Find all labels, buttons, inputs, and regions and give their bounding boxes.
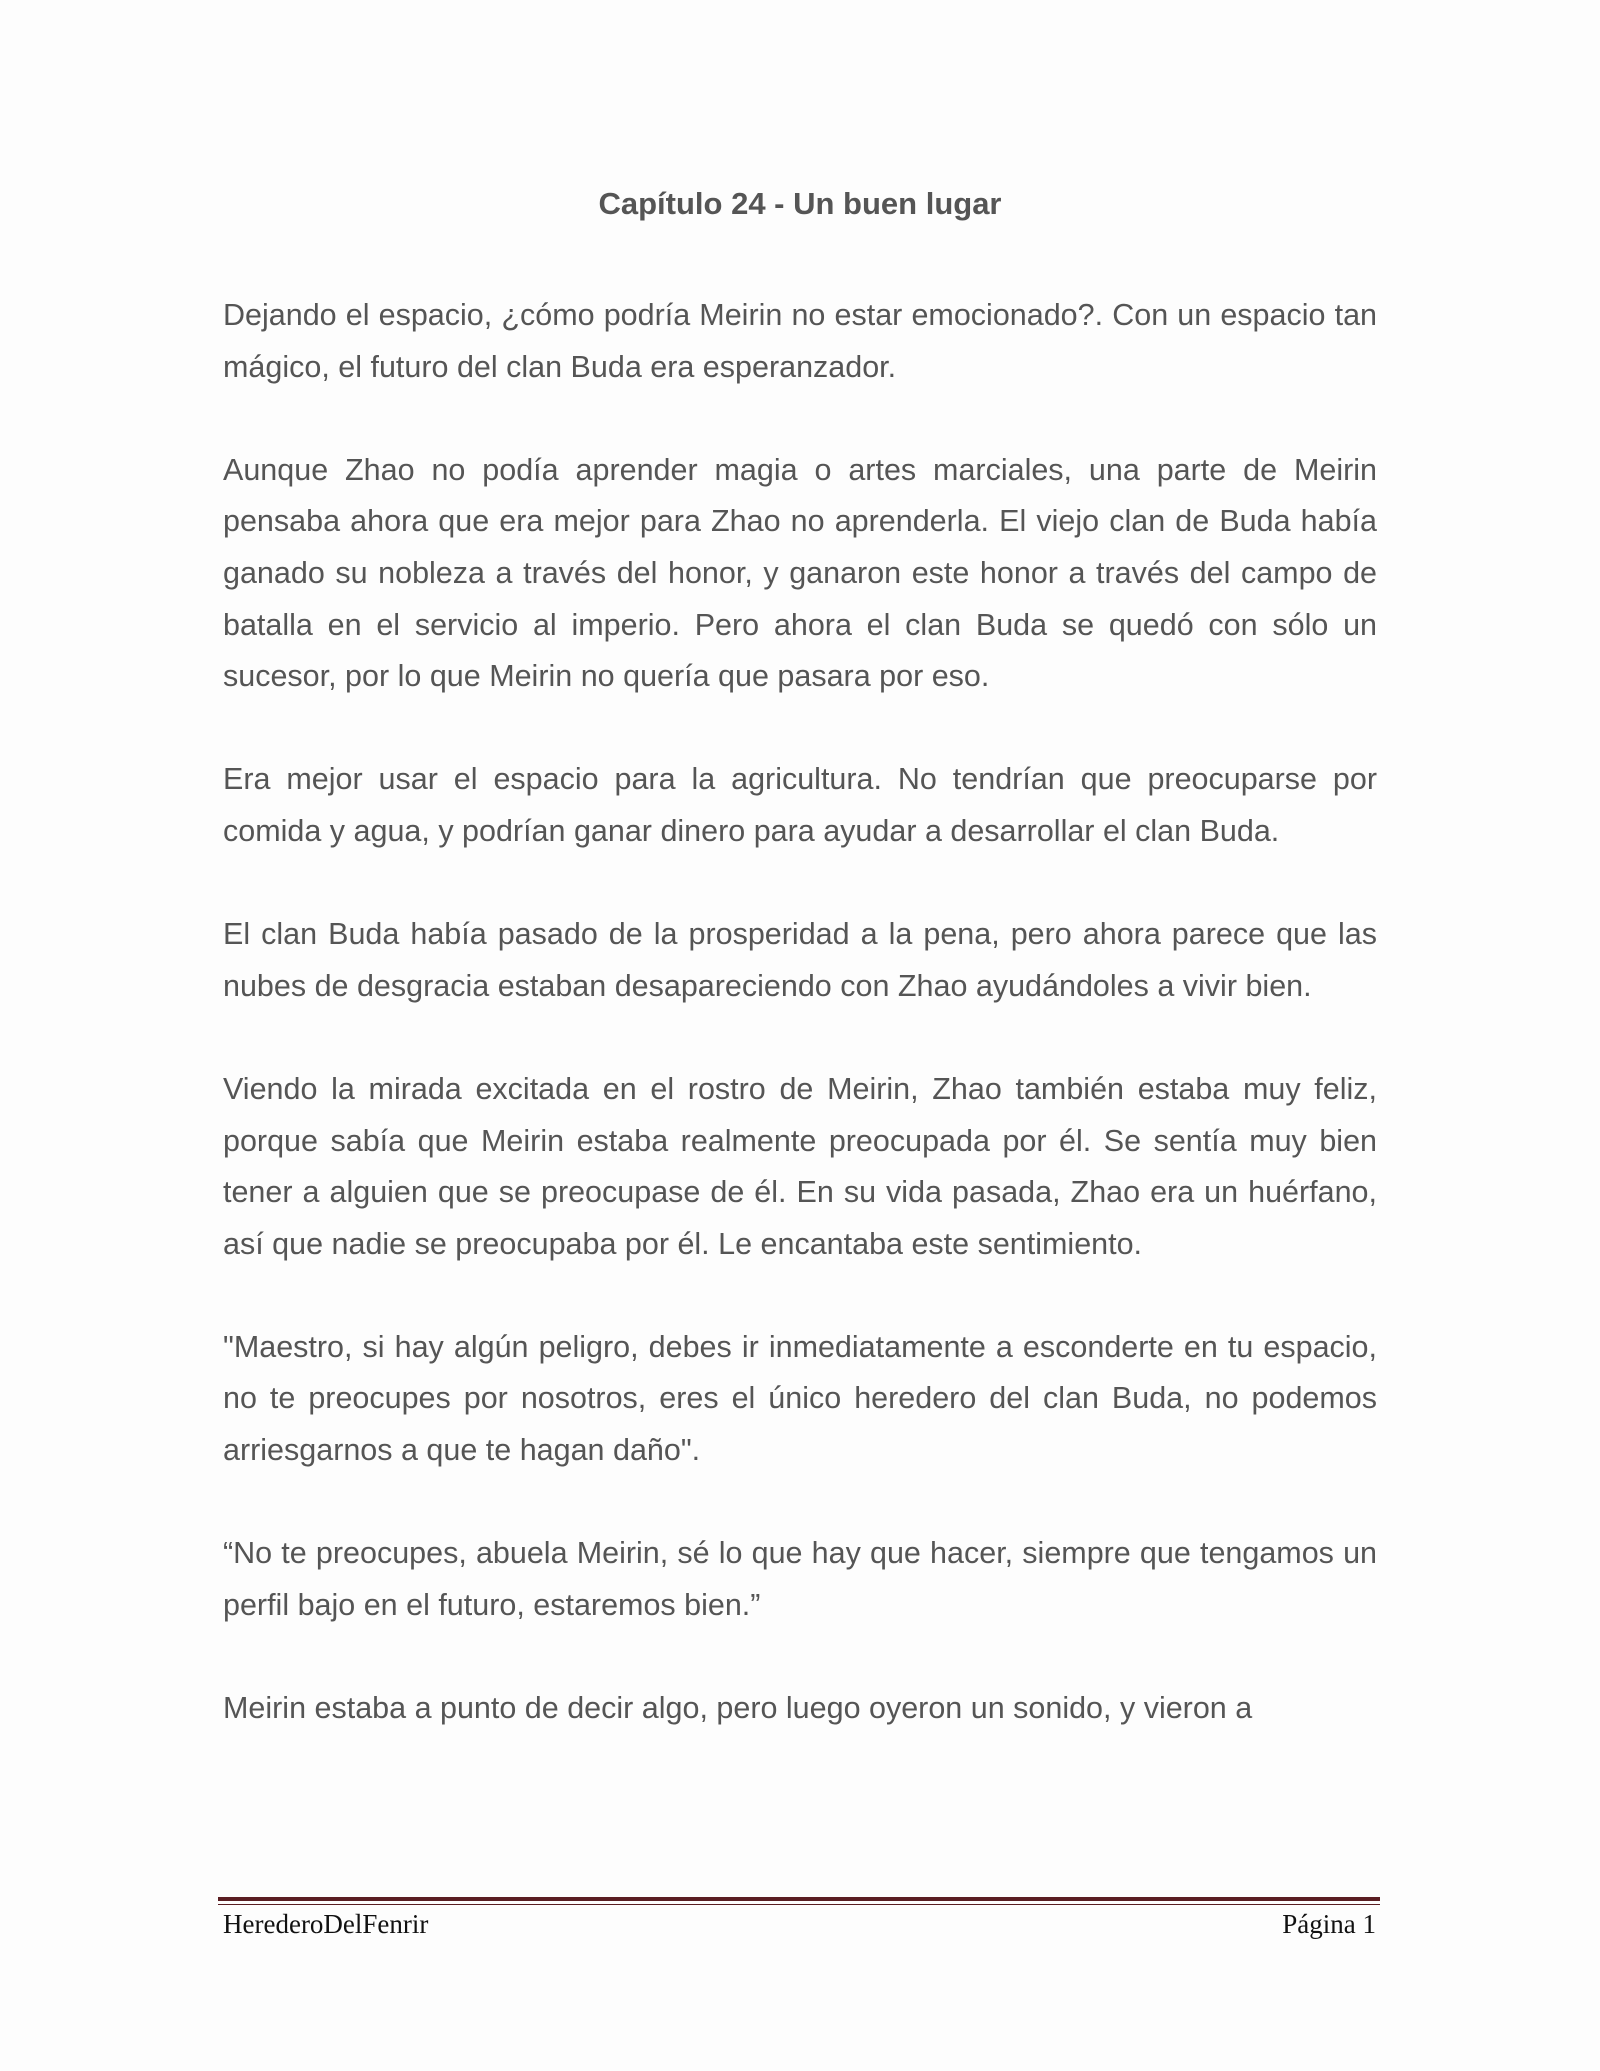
paragraph-2: Aunque Zhao no podía aprender magia o artes marciales, una parte de Meirin pensaba ahora que era mejor para Zhao no aprenderla. El viejo clan de Buda había ganado su nobleza a través del honor, y ganaron este honor a través del campo de batalla en el servicio al imperio. Pero ahora el clan Buda se quedó con sólo un sucesor, por lo que Meirin no quería que pasara por eso. — [223, 452, 1377, 694]
paragraph-1: Dejando el espacio, ¿cómo podría Meirin no estar emocionado?. Con un espacio tan mágico, el futuro del clan Buda era esperanzador. — [223, 298, 1377, 384]
footer-divider-thin — [218, 1904, 1380, 1905]
footer-author: HerederoDelFenrir — [223, 1909, 429, 1939]
chapter-title: Capítulo 24 - Un buen lugar — [598, 186, 1002, 221]
chapter-body — [223, 290, 1377, 1786]
paragraph-8: Meirin estaba a punto de decir algo, pero luego oyeron un sonido, y vieron a — [223, 1691, 1253, 1726]
paragraph-5: Viendo la mirada excitada en el rostro de Meirin, Zhao también estaba muy feliz, porque sabía que Meirin estaba realmente preocupada por él. Se sentía muy bien tener a alguien que se preocupase de él. En su vida pasada, Zhao era un huérfano, así que nadie se preocupaba por él. Le encantaba este sentimiento. — [223, 1071, 1377, 1261]
paragraph-4: El clan Buda había pasado de la prosperidad a la pena, pero ahora parece que las nubes de desgracia estaban desapareciendo con Zhao ayudándoles a vivir bien. — [223, 917, 1377, 1003]
footer-divider — [218, 1897, 1380, 1901]
paragraph-7: “No te preocupes, abuela Meirin, sé lo que hay que hacer, siempre que tengamos un perfil bajo en el futuro, estaremos bien.” — [223, 1536, 1377, 1622]
footer-page-number: Página 1 — [1282, 1909, 1376, 1939]
paragraph-6: "Maestro, si hay algún peligro, debes ir inmediatamente a esconderte en tu espacio, no te preocupes por nosotros, eres el único heredero del clan Buda, no podemos arriesgarnos a que te hagan daño". — [223, 1329, 1377, 1468]
paragraph-3: Era mejor usar el espacio para la agricultura. No tendrían que preocuparse por comida y agua, y podrían ganar dinero para ayudar a desarrollar el clan Buda. — [223, 762, 1377, 848]
